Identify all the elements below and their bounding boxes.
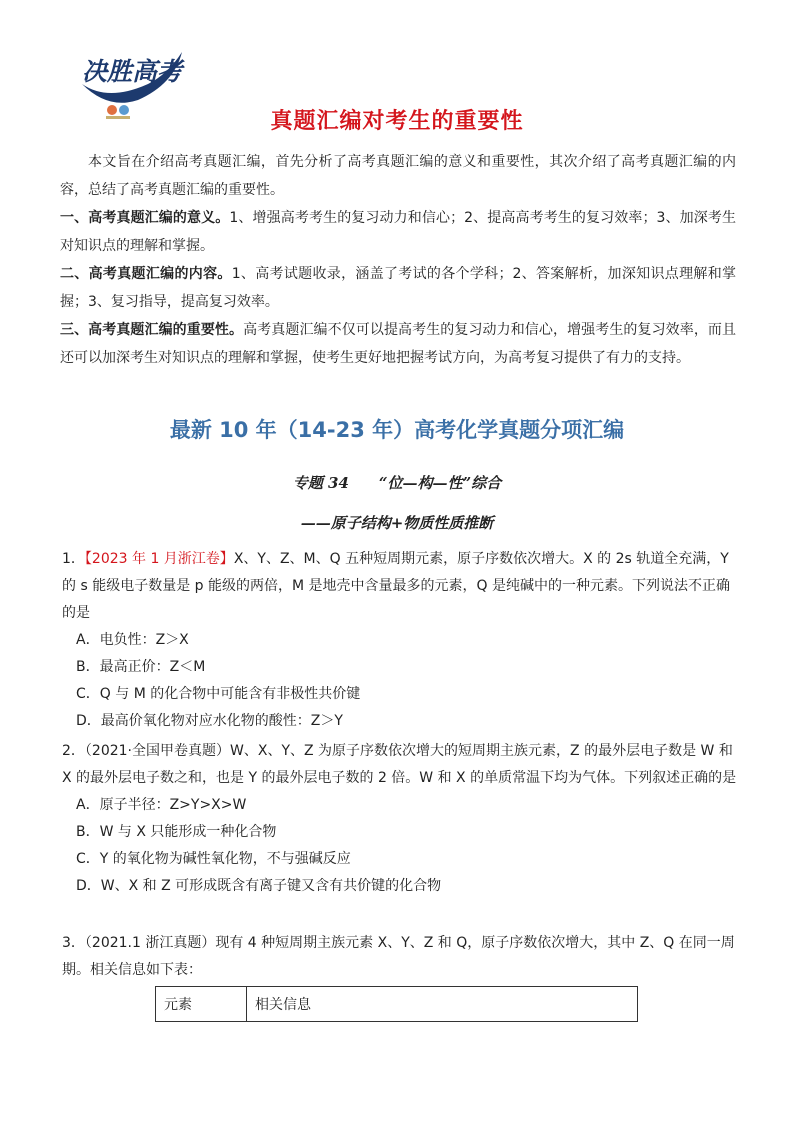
section-heading: 三、高考真题汇编的重要性。 (60, 322, 244, 338)
section-importance (60, 316, 736, 372)
question-number: 2． (62, 743, 85, 759)
logo-text: 决胜高考 (82, 57, 183, 86)
table-header-info: 相关信息 (247, 987, 638, 1022)
section-text: 1、增强高考考生的复习动力和信心；2、提高高考考生的复习效率；3、加深考生对知识点的理解和掌握。 (60, 210, 736, 254)
element-info-table (155, 986, 638, 1022)
question-source: 【2023 年 1 月浙江卷】 (84, 551, 234, 567)
question-source: （2021.1 浙江真题） (84, 935, 216, 951)
table-header-element: 元素 (156, 987, 247, 1022)
topic-subtitle: ——原子结构+物质性质推断 (300, 514, 494, 532)
question-stem: X、Y、Z、M、Q 五种短周期元素，原子序数依次增大。X 的 2s 轨道全充满，Y 的 s 能级电子数量是 p 能级的两倍，M 是地壳中含量最多的元素，Q 是纯碱中的一种元素。下列说法不正确的是 (62, 551, 730, 621)
option-d: D．最高价氧化物对应水化物的酸性：Z＞Y (76, 713, 343, 729)
option-a: A．电负性：Z＞X (76, 632, 189, 648)
option-c: C．Y 的氧化物为碱性氧化物，不与强碱反应 (76, 851, 351, 867)
question-2 (62, 738, 738, 900)
section-meaning (60, 204, 736, 260)
option-d: D．W、X 和 Z 可形成既含有离子键又含有共价键的化合物 (76, 878, 442, 894)
intro-paragraph: 本文旨在介绍高考真题汇编，首先分析了高考真题汇编的意义和重要性，其次介绍了高考真题汇编的内容，总结了高考真题汇编的重要性。 (60, 154, 736, 198)
question-3 (62, 930, 738, 984)
section-heading: 二、高考真题汇编的内容。 (60, 266, 232, 282)
section-heading: 一、高考真题汇编的意义。 (60, 210, 230, 226)
question-1 (62, 546, 738, 735)
question-stem: W、X、Y、Z 为原子序数依次增大的短周期主族元素，Z 的最外层电子数是 W 和 X 的最外层电子数之和，也是 Y 的最外层电子数的 2 倍。W 和 X 的单质常温下均为气体。下列叙述正确的是 (62, 743, 737, 786)
topic-title: 专题 34 “位—构—性”综合 (292, 474, 502, 492)
option-b: B．最高正价：Z＜M (76, 659, 206, 675)
option-b: B．W 与 X 只能形成一种化合物 (76, 824, 277, 840)
question-stem: 现有 4 种短周期主族元素 X、Y、Z 和 Q，原子序数依次增大，其中 Z、Q 在同一周期。相关信息如下表： (62, 935, 735, 978)
question-number: 3． (62, 935, 85, 951)
table-row (156, 987, 638, 1022)
option-c: C．Q 与 M 的化合物中可能含有非极性共价键 (76, 686, 361, 702)
section-text: 高考真题汇编不仅可以提高考生的复习动力和信心，增强考生的复习效率，而且还可以加深考生对知识点的理解和掌握，使考生更好地把握考试方向，为高考复习提供了有力的支持。 (60, 322, 737, 366)
question-source: （2021·全国甲卷真题） (84, 743, 231, 759)
question-number: 1． (62, 551, 85, 567)
collection-subtitle: 最新 10 年（14-23 年）高考化学真题分项汇编 (169, 418, 625, 442)
option-a: A．原子半径：Z>Y>X>W (76, 797, 247, 813)
section-content (60, 260, 736, 316)
section-text: 1、高考试题收录，涵盖了考试的各个学科；2、答案解析，加深知识点理解和掌握；3、复习指导，提高复习效率。 (60, 266, 737, 310)
page-title: 真题汇编对考生的重要性 (270, 109, 524, 134)
